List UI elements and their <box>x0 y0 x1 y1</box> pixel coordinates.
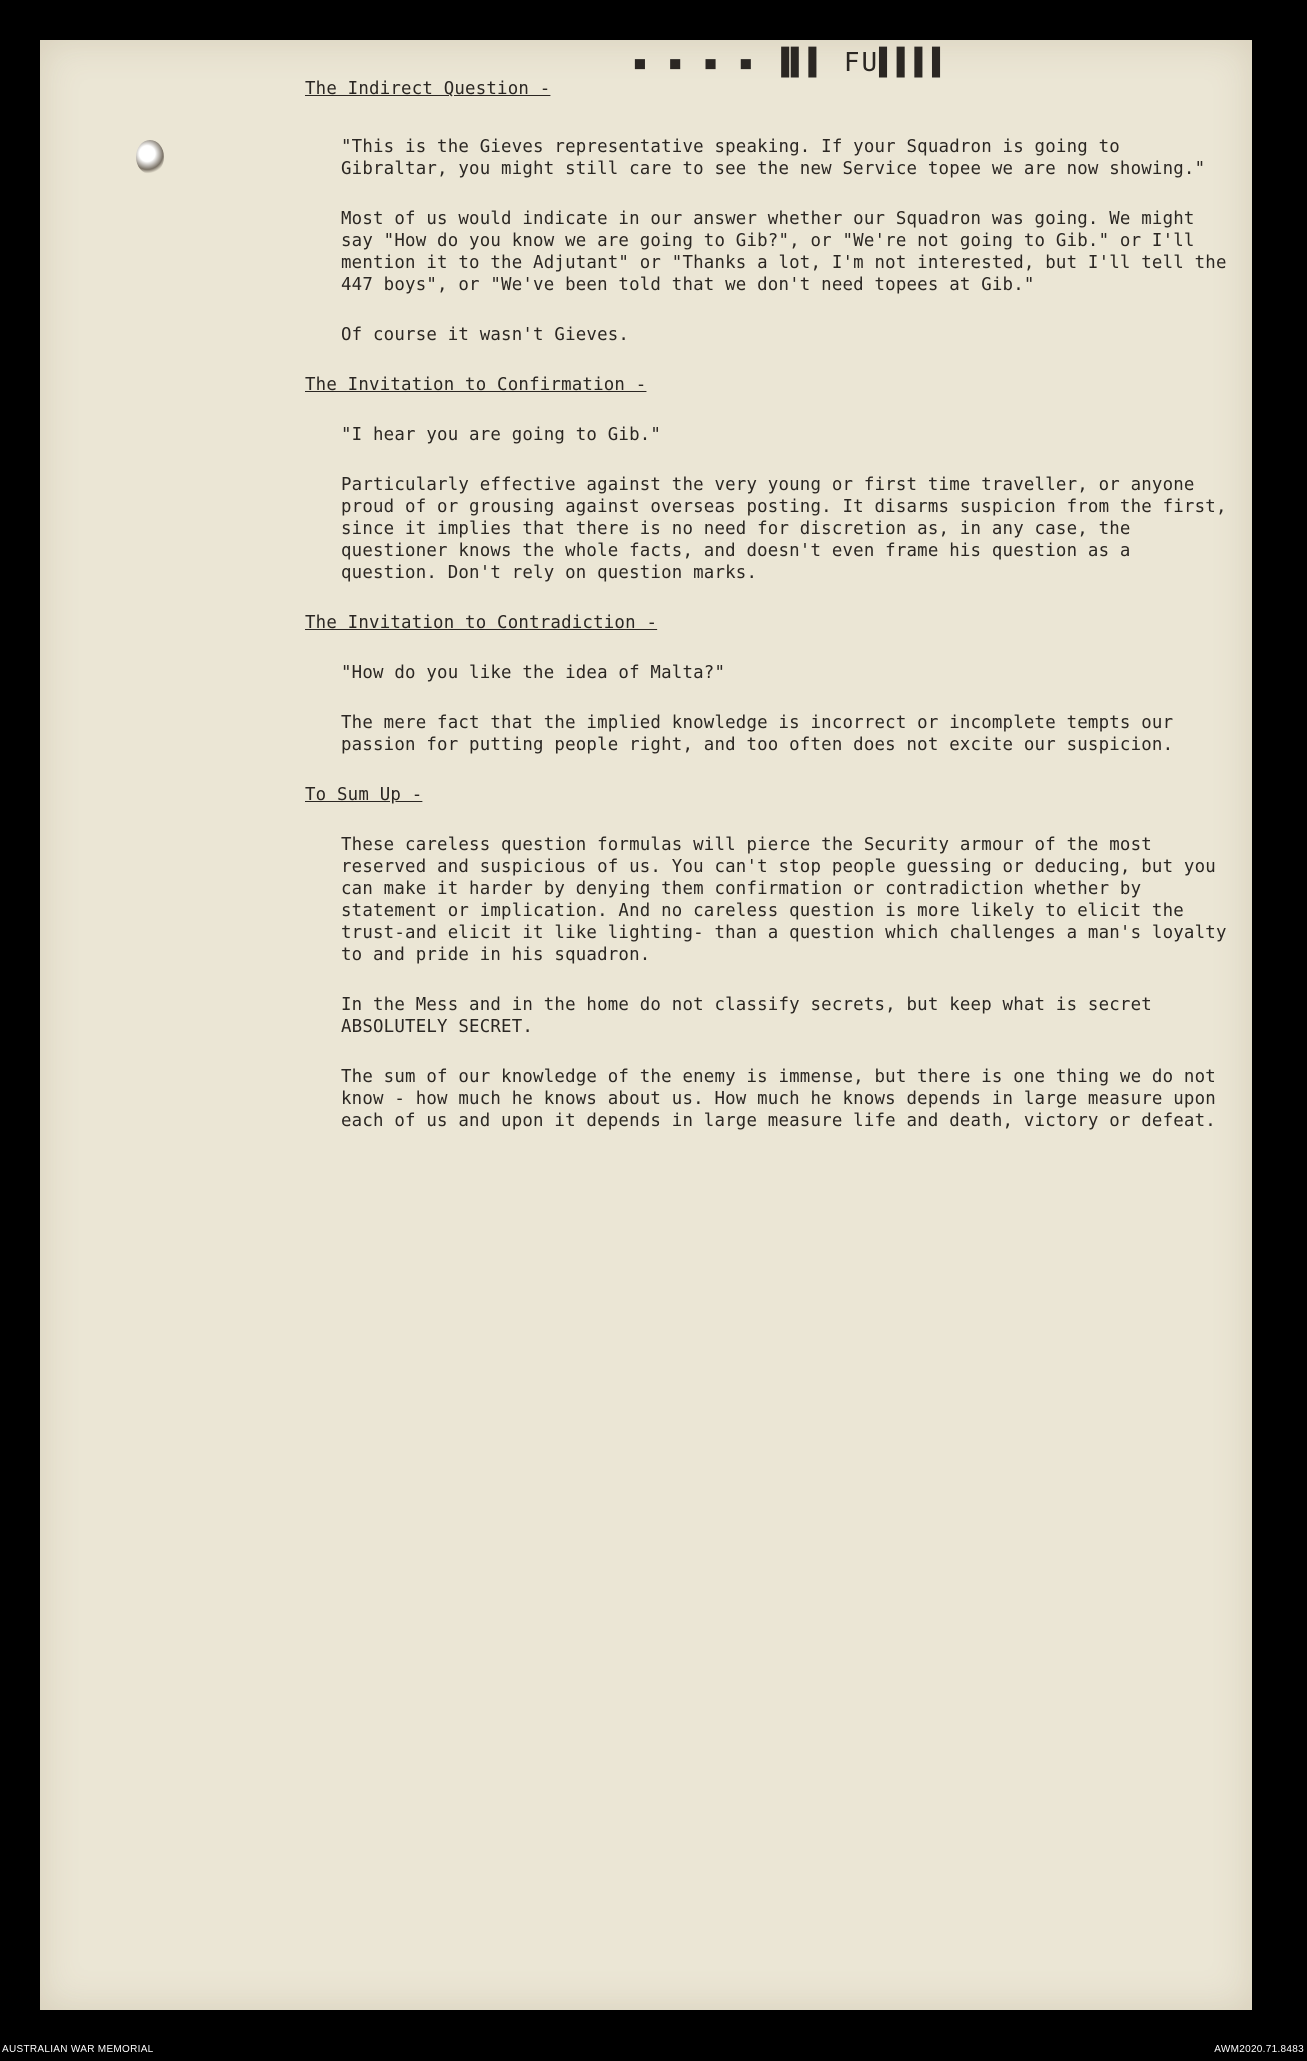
paragraph: Of course it wasn't Gieves. <box>341 325 630 345</box>
section-heading: The Invitation to Confirmation - <box>305 375 647 395</box>
archive-reference-number: AWM2020.71.8483 <box>1214 2044 1304 2055</box>
paragraph: "I hear you are going to Gib." <box>341 425 662 445</box>
document-body <box>305 78 1235 1132</box>
section-heading: To Sum Up - <box>305 785 423 805</box>
section-indirect-question <box>305 78 1235 346</box>
paragraph: The sum of our knowledge of the enemy is immense, but there is one thing we do not know - how much he knows about us. How much he knows depends in large measure upon each of us and upon it depends in large measure life and death, victory or defeat. <box>341 1067 1216 1131</box>
section-invitation-to-confirmation <box>305 374 1235 584</box>
paragraph: Most of us would indicate in our answer whether our Squadron was going. We might say "How do you know we are going to Gib?", or "We're not going to Gib." or I'll mention it to the Adjutant" or "Thanks a lot, I'm not interested, but I'll tell the 447 boys", or "We've been told that we don't need topees at Gib." <box>341 209 1227 295</box>
paragraph: "How do you like the idea of Malta?" <box>341 663 726 683</box>
section-invitation-to-contradiction <box>305 612 1235 756</box>
archive-stamp-marks: ▪ ▪ ▪ ▪ ▐▌▌ FU▌▌▌▌ <box>632 48 950 78</box>
paragraph: The mere fact that the implied knowledge is incorrect or incomplete tempts our passion for putting people right, and too often does not excite our suspicion. <box>341 713 1174 755</box>
paragraph: "This is the Gieves representative speaking. If your Squadron is going to Gibraltar, you might still care to see the new Service topee we are now showing." <box>341 137 1206 179</box>
section-heading: The Indirect Question - <box>305 79 551 99</box>
paragraph: These careless question formulas will pierce the Security armour of the most reserved and suspicious of us. You can't stop people guessing or deducing, but you can make it harder by denying them confirmation or contradiction whether by statement or implication. And no careless question is more likely to elicit the trust-and elicit it like lighting- than a question which challenges a man's loyalty to and pride in his squadron. <box>341 835 1227 965</box>
paper-damage-spot <box>136 140 164 174</box>
section-heading: The Invitation to Contradiction - <box>305 613 658 633</box>
document-page <box>40 40 1252 2010</box>
paragraph: In the Mess and in the home do not classify secrets, but keep what is secret ABSOLUTELY SECRET. <box>341 995 1152 1037</box>
section-to-sum-up <box>305 784 1235 1132</box>
archive-credit: AUSTRALIAN WAR MEMORIAL <box>2 2044 154 2055</box>
paragraph: Particularly effective against the very young or first time traveller, or anyone proud of or grousing against overseas posting. It disarms suspicion from the first, since it implies that there is no need for discretion as, in any case, the questioner knows the whole facts, and doesn't even frame his question as a question. Don't rely on question marks. <box>341 475 1227 583</box>
